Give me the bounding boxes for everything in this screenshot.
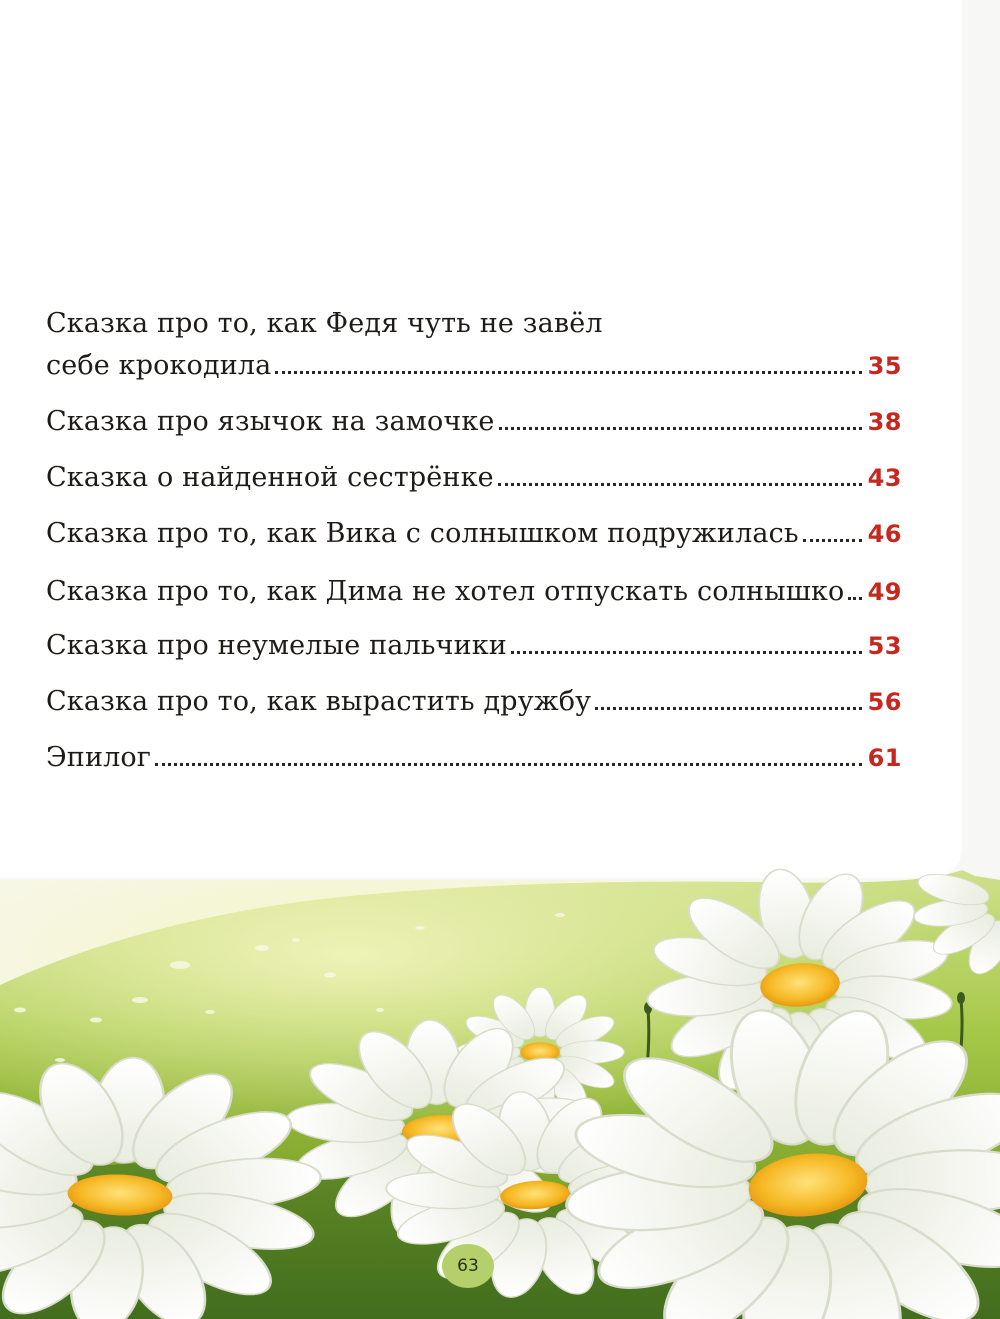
page-number: 63 bbox=[442, 1244, 494, 1288]
toc-entry-page: 49 bbox=[867, 578, 902, 606]
toc-entry-page: 38 bbox=[867, 408, 902, 436]
toc-entry-page: 61 bbox=[867, 744, 902, 772]
toc-entry-page: 35 bbox=[867, 352, 902, 380]
toc-entry-title: Сказка про то, как Дима не хотел отпускать солнышко bbox=[46, 576, 845, 607]
toc-entry-page: 46 bbox=[867, 520, 902, 548]
toc-entry-title: Эпилог bbox=[46, 742, 152, 773]
toc-entry-title: Сказка про то, как Федя чуть не завёл bbox=[46, 308, 603, 339]
toc-entry-title: Сказка о найденной сестрёнке bbox=[46, 462, 494, 493]
toc-entry-title: Сказка про то, как Вика с солнышком подружилась bbox=[46, 518, 799, 549]
toc-entry-page: 56 bbox=[867, 688, 902, 716]
toc-entry-title: себе крокодила bbox=[46, 350, 272, 381]
toc-entry-page: 53 bbox=[867, 632, 902, 660]
toc-entry-page: 43 bbox=[867, 464, 902, 492]
toc-entry-title: Сказка про то, как вырастить дружбу bbox=[46, 686, 592, 717]
toc-entry-title: Сказка про язычок на замочке bbox=[46, 406, 495, 437]
toc-entry-title: Сказка про неумелые пальчики bbox=[46, 630, 507, 661]
